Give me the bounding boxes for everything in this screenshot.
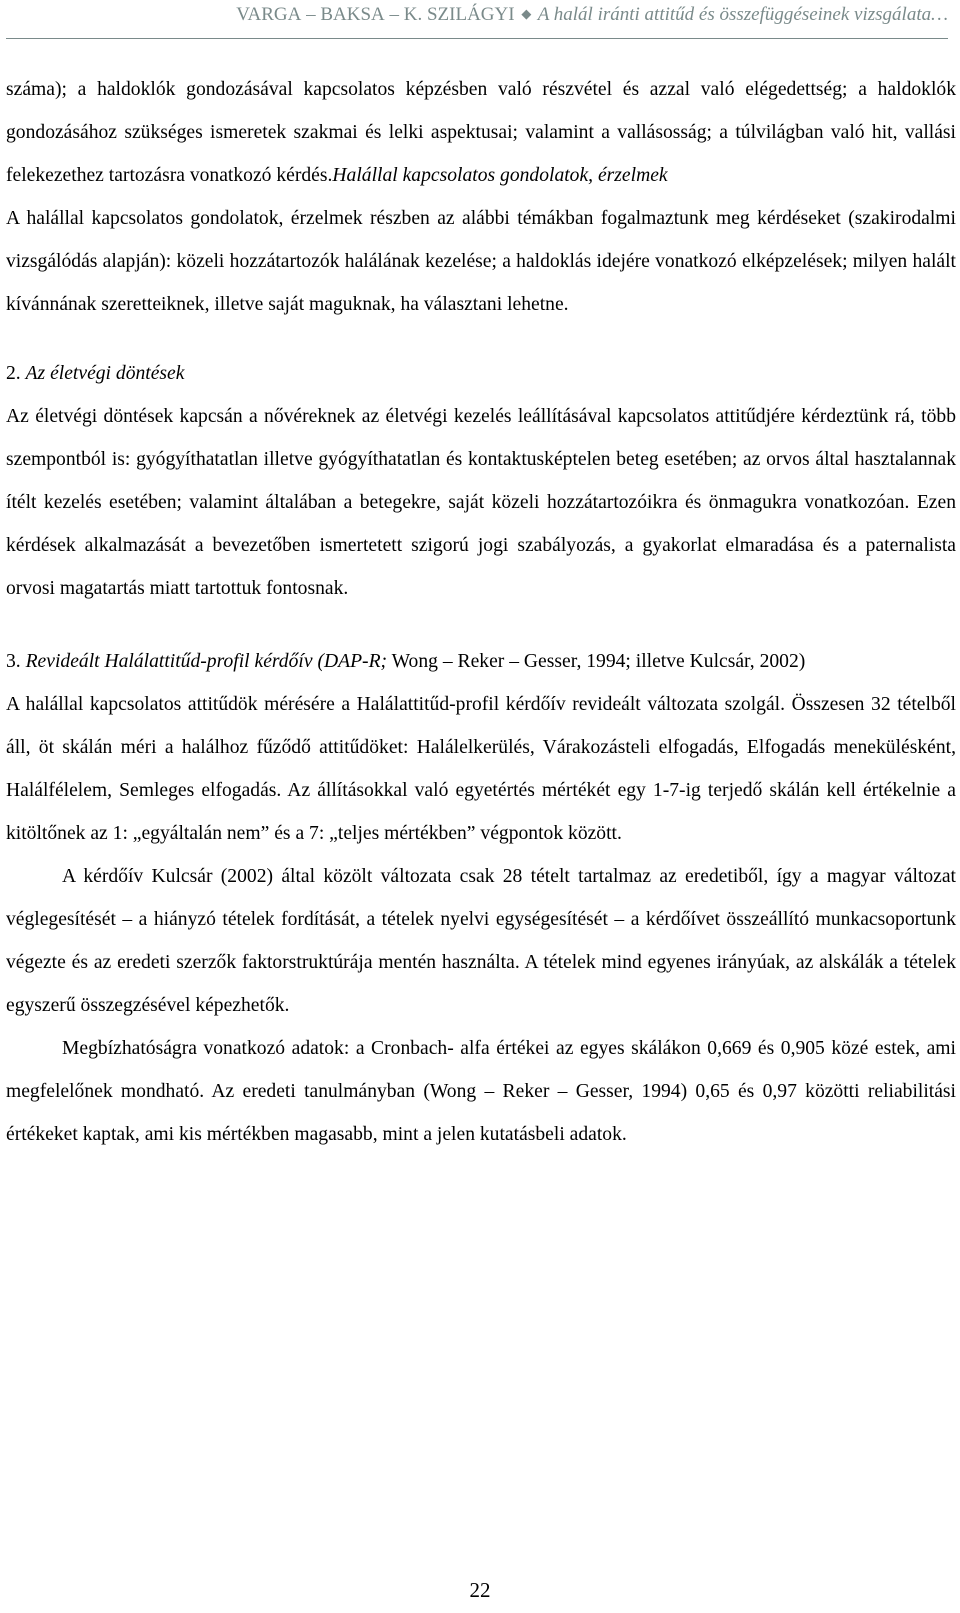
header-dash-2: – (384, 4, 404, 25)
paragraph-4: A halállal kapcsolatos attitűdök mérésére a Halálattitűd-profil kérdőív revideált változata szolgál. Összesen 32 tételből áll, öt skálán méri a halálhoz fűződő attitűdöket: Halálelkerülés, Várakozásteli elfogadás, Elfogadás menekülésként, Halálfélelem, Semleges elfogadás. Az állításokkal való egyetértés mértékét egy 1-7-ig terjedő skálán kell értékelnie a kitöltőnek az 1: „egyáltalán nem” és a 7: „teljes mértékben” végpontok között. (6, 694, 956, 844)
author-3-rest: ZILÁGYI (437, 4, 515, 25)
paragraph-6: Megbízhatóságra vonatkozó adatok: a Cronbach- alfa értékei az egyes skálákon 0,669 és 0,905 közé estek, ami megfelelőnek mondható. Az eredeti tanulmányban (Wong – Reker – Gesser, 1994) 0,65 és 0,97 közötti reliabilitási értékeket kaptak, ami kis mértékben magasabb, mint a jelen kutatásbeli adatok. (6, 1038, 956, 1145)
author-1-initial: V (236, 4, 248, 25)
diamond-icon: ◆ (521, 6, 532, 21)
author-2-initial: B (320, 4, 334, 25)
header-title: A halál iránti attitűd és összefüggéseinek vizsgálata… (537, 4, 948, 25)
running-header (236, 4, 948, 26)
body-text (6, 68, 956, 1156)
section-2-number: 2. (6, 363, 26, 384)
header-dash-1: – (301, 4, 321, 25)
subheading-halallal: Halállal kapcsolatos gondolatok, érzelmek (332, 165, 668, 186)
paragraph-2: A halállal kapcsolatos gondolatok, érzelmek részben az alábbi témákban fogalmaztunk meg kérdéseket (szakirodalmi vizsgálódás alapján): közeli hozzátartozók halálának kezelése; a haldoklás idejére vonatkozó elképzelések; milyen halált kívánnának szeretteiknek, illetve saját maguknak, ha választani lehetne. (6, 208, 956, 315)
author-3-prefix: K. S (403, 4, 438, 25)
section-3-number: 3. (6, 651, 26, 672)
paragraph-1-text: száma); a haldoklók gondozásával kapcsolatos képzésben való részvétel és azzal való elégedettség; a haldoklók gondozásához szükséges ismeretek szakmai és lelki aspektusai; valamint a vallásosság; a túlvilágban való hit, vallási felekezethez tartozásra vonatkozó kérdés. (6, 79, 956, 186)
header-rule (6, 38, 948, 39)
section-2-heading (6, 352, 956, 395)
author-2-rest: AKSA (333, 4, 385, 25)
paragraph-5: A kérdőív Kulcsár (2002) által közölt változata csak 28 tételt tartalmaz az eredetiből, így a magyar változat véglegesítését – a hiányzó tételek fordítását, a tételek nyelvi egységesítését – a kérdőívet összeállító munkacsoportunk végezte és az eredeti szerzők faktorstruktúrája mentén használta. A tételek mind egyenes irányúak, az alskálák a tételek egyszerű összegzésével képezhetők. (6, 866, 956, 1016)
section-3-heading (6, 640, 956, 683)
section-3-title-italic: Revideált Halálattitűd-profil kérdőív (DAP-R; (25, 651, 388, 672)
section-3-title-rest: Wong – Reker – Gesser, 1994; illetve Kulcsár, 2002) (387, 651, 806, 672)
section-2-title: Az életvégi döntések (25, 363, 185, 384)
page-number: 22 (469, 1578, 491, 1602)
paragraph-3: Az életvégi döntések kapcsán a nővéreknek az életvégi kezelés leállításával kapcsolatos attitűdjére kérdeztünk rá, több szempontból is: gyógyíthatatlan illetve gyógyíthatatlan és kontaktusképtelen beteg esetében; az orvos által hasztalannak ítélt kezelés esetében; valamint általában a betegekre, saját közeli hozzátartozóikra és önmagukra vonatkozóan. Ezen kérdések alkalmazását a bevezetőben ismertetett szigorú jogi szabályozás, a gyakorlat elmaradása és a paternalista orvosi magatartás miatt tartottuk fontosnak. (6, 406, 956, 599)
author-1-rest: ARGA (247, 4, 302, 25)
paragraph-1 (6, 68, 956, 197)
